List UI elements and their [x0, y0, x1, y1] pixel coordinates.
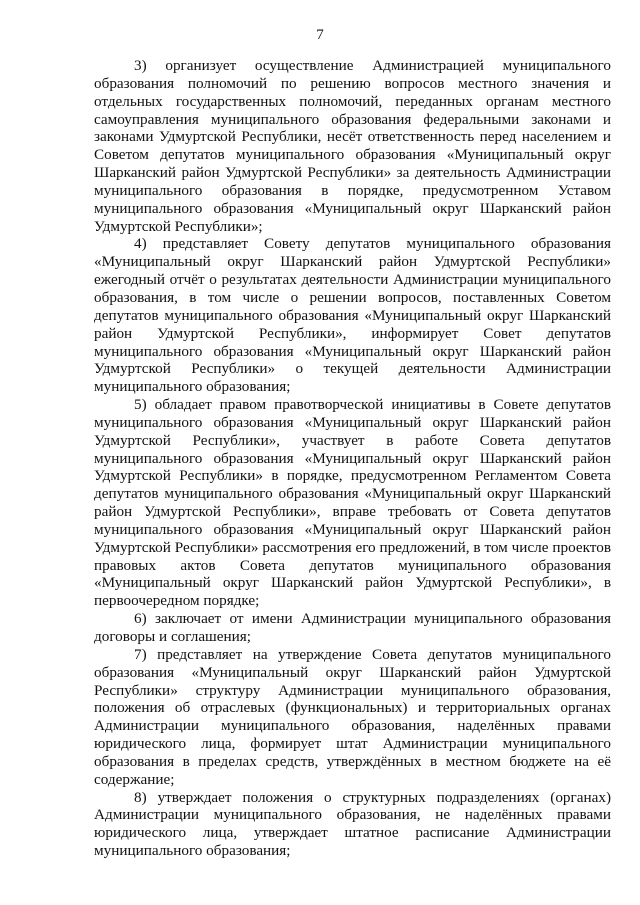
paragraph-item-6: 6) заключает от имени Администрации муниципального образования договоры и соглашения; [94, 610, 611, 645]
paragraph-item-8: 8) утверждает положения о структурных подразделениях (органах) Администрации муниципального образования, не наделённых правами юридического лица, утверждает штатное расписание Администрации муниципального образования; [94, 788, 611, 860]
paragraph-item-7: 7) представляет на утверждение Совета депутатов муниципального образования «Муниципальный округ Шарканский район Удмуртской Республики» структуру Администрации муниципального образования, положения об отраслевых (функциональных) и территориальных органах Администрации муниципального образования, наделённых правами юридического лица, формирует штат Администрации муниципального образования в пределах средств, утверждённых в местном бюджете на её содержание; [94, 645, 611, 788]
paragraph-item-3: 3) организует осуществление Администрацией муниципального образования полномочий по решению вопросов местного значения и отдельных государственных полномочий, переданных органам местного самоуправления муниципального образования федеральными законами и законами Удмуртской Республики, несёт ответственность перед населением и Советом депутатов муниципального образования «Муниципальный округ Шарканский район Удмуртской Республики» за деятельность Администрации муниципального образования в порядке, предусмотренном Уставом муниципального образования «Муниципальный округ Шарканский район Удмуртской Республики»; [94, 57, 611, 235]
document-body [94, 57, 611, 860]
paragraph-item-5: 5) обладает правом правотворческой инициативы в Совете депутатов муниципального образования «Муниципальный округ Шарканский район Удмуртской Республики», участвует в работе Совета депутатов муниципального образования «Муниципальный округ Шарканский район Удмуртской Республики» в порядке, предусмотренном Регламентом Совета депутатов муниципального образования «Муниципальный округ Шарканский район Удмуртской Республики», вправе требовать от Совета депутатов муниципального образования «Муниципальный округ Шарканский район Удмуртской Республики» рассмотрения его предложений, в том числе проектов правовых актов Совета депутатов муниципального образования «Муниципальный округ Шарканский район Удмуртской Республики», в первоочередном порядке; [94, 396, 611, 610]
paragraph-item-4: 4) представляет Совету депутатов муниципального образования «Муниципальный округ Шарканский район Удмуртской Республики» ежегодный отчёт о результатах деятельности Администрации муниципального образования, в том числе о решении вопросов, поставленных Советом депутатов муниципального образования «Муниципальный округ Шарканский район Удмуртской Республики», информирует Совет депутатов муниципального образования «Муниципальный округ Шарканский район Удмуртской Республики» о текущей деятельности Администрации муниципального образования; [94, 235, 611, 396]
page-number: 7 [316, 27, 324, 43]
